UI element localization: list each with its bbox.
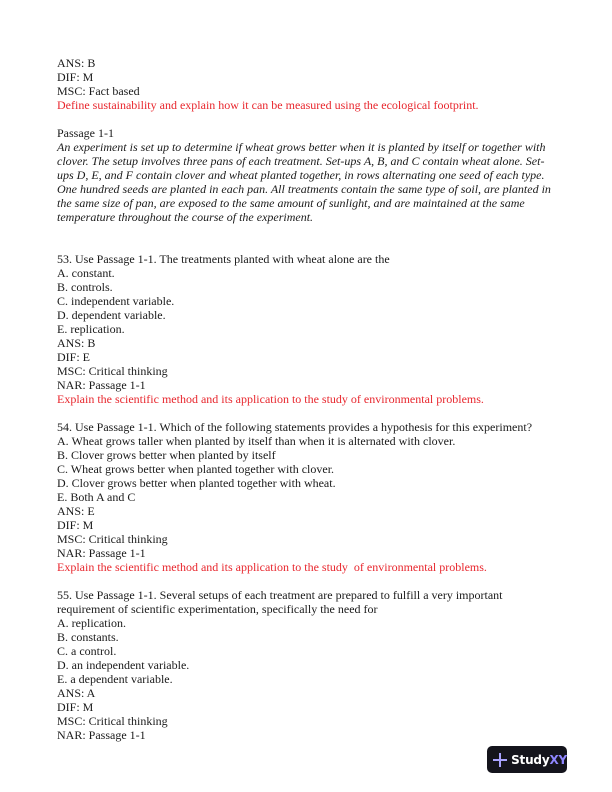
answer-line: ANS: A xyxy=(57,686,96,700)
option-d: D. dependent variable. xyxy=(57,308,166,322)
learning-objective: Define sustainability and explain how it can be measured using the ecological footprint. xyxy=(57,98,479,112)
option-d: D. Clover grows better when planted together with wheat. xyxy=(57,476,336,490)
difficulty-line: DIF: M xyxy=(57,518,94,532)
difficulty-line: DIF: M xyxy=(57,70,94,84)
spacer xyxy=(57,112,557,126)
passage-line: ups D, E, and F contain clover and wheat planted together, in rows alternating one seed of each type. xyxy=(57,168,545,182)
brand-main: Study xyxy=(511,752,550,767)
question-53 xyxy=(57,252,557,406)
option-e: E. Both A and C xyxy=(57,490,136,504)
difficulty-line: DIF: E xyxy=(57,350,90,364)
option-a: A. constant. xyxy=(57,266,115,280)
spacer xyxy=(57,224,557,252)
question-55 xyxy=(57,588,557,742)
answer-line: ANS: E xyxy=(57,504,95,518)
studyxy-badge[interactable] xyxy=(487,746,567,773)
question-stem: 54. Use Passage 1-1. Which of the following statements provides a hypothesis for this experiment? xyxy=(57,420,533,434)
option-b: B. controls. xyxy=(57,280,113,294)
passage-title: Passage 1-1 xyxy=(57,126,114,140)
spacer xyxy=(57,406,557,420)
option-b: B. constants. xyxy=(57,630,119,644)
option-c: C. a control. xyxy=(57,644,117,658)
passage-line: An experiment is set up to determine if wheat grows better when it is planted by itself or together with xyxy=(57,140,546,154)
learning-objective: Explain the scientific method and its application to the study of environmental problems. xyxy=(57,560,487,574)
plus-icon xyxy=(493,753,506,767)
msc-line: MSC: Critical thinking xyxy=(57,532,168,546)
option-a: A. Wheat grows taller when planted by itself than when it is alternated with clover. xyxy=(57,434,456,448)
option-c: C. Wheat grows better when planted together with clover. xyxy=(57,462,335,476)
passage xyxy=(57,126,557,224)
passage-line: clover. The setup involves three pans of each treatment. Set-ups A, B, and C contain wheat alone. Set- xyxy=(57,154,545,168)
option-d: D. an independent variable. xyxy=(57,658,190,672)
question-54 xyxy=(57,420,557,574)
option-e: E. replication. xyxy=(57,322,125,336)
question-stem: 53. Use Passage 1-1. The treatments planted with wheat alone are the xyxy=(57,252,390,266)
difficulty-line: DIF: M xyxy=(57,700,94,714)
spacer xyxy=(57,574,557,588)
learning-objective: Explain the scientific method and its application to the study of environmental problems. xyxy=(57,392,484,406)
answer-line: ANS: B xyxy=(57,56,96,70)
passage-line: the same size of pan, are exposed to the same amount of sunlight, and are maintained at the same xyxy=(57,196,525,210)
answer-line: ANS: B xyxy=(57,336,96,350)
brand-accent: XY xyxy=(549,752,567,767)
passage-line: temperature throughout the course of the experiment. xyxy=(57,210,314,224)
nar-line: NAR: Passage 1-1 xyxy=(57,728,146,742)
option-a: A. replication. xyxy=(57,616,126,630)
nar-line: NAR: Passage 1-1 xyxy=(57,378,146,392)
question-stem-continued: requirement of scientific experimentation, specifically the need for xyxy=(57,602,378,616)
msc-line: MSC: Critical thinking xyxy=(57,364,168,378)
brand-logo-text xyxy=(511,753,567,767)
option-c: C. independent variable. xyxy=(57,294,175,308)
nar-line: NAR: Passage 1-1 xyxy=(57,546,146,560)
option-e: E. a dependent variable. xyxy=(57,672,173,686)
option-b: B. Clover grows better when planted by itself xyxy=(57,448,276,462)
msc-line: MSC: Critical thinking xyxy=(57,714,168,728)
question-stem: 55. Use Passage 1-1. Several setups of each treatment are prepared to fulfill a very important xyxy=(57,588,503,602)
document-page xyxy=(57,56,557,742)
prev-question-meta xyxy=(57,56,557,112)
passage-line: One hundred seeds are planted in each pan. All treatments contain the same type of soil, are planted in xyxy=(57,182,551,196)
msc-line: MSC: Fact based xyxy=(57,84,140,98)
